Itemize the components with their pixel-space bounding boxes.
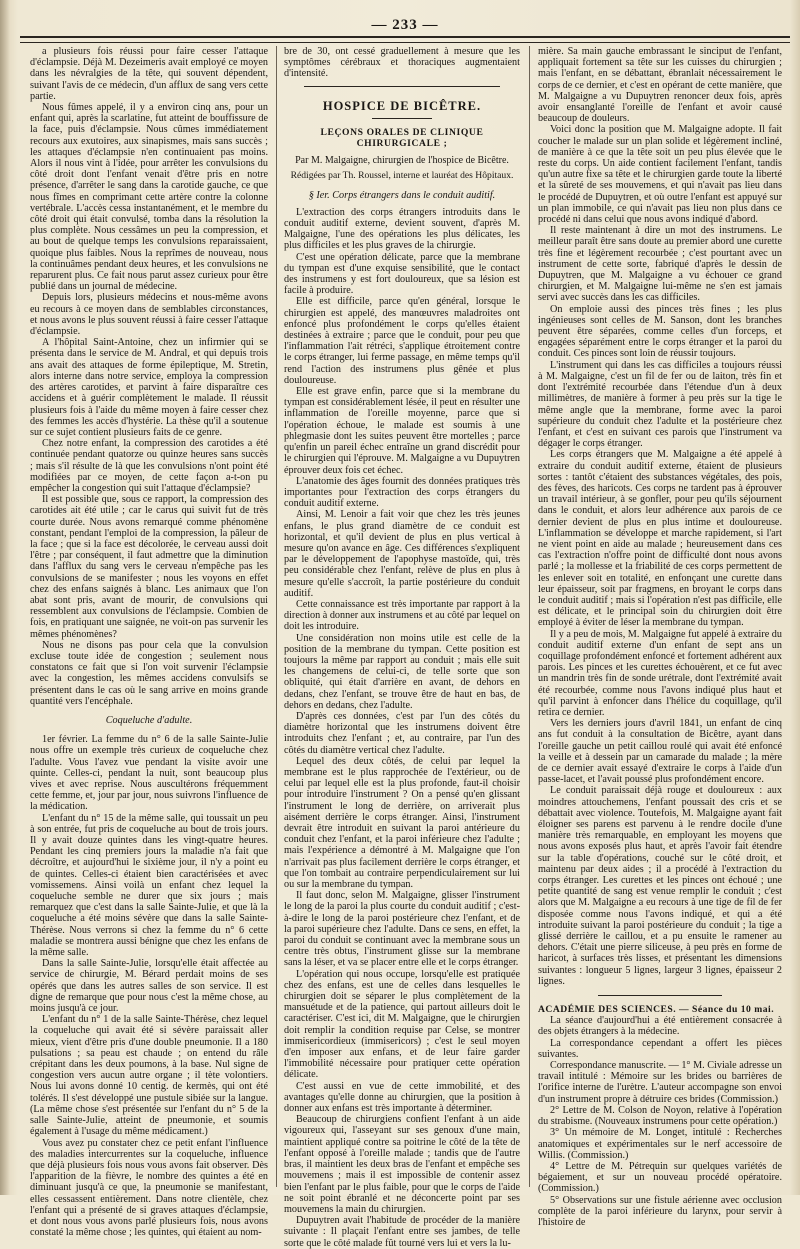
paragraph: La séance d'aujourd'hui a été entièrement consacrée à des objets étrangers à la médecine. [538, 1015, 782, 1038]
page-number: — 233 — [371, 17, 439, 33]
paragraph: La correspondance cependant a offert les pièces suivantes. [538, 1037, 782, 1060]
section-rule [304, 86, 500, 87]
header-rule [20, 36, 790, 43]
column-divider-1 [276, 46, 277, 1187]
paragraph: L'extraction des corps étrangers introduits dans le conduit auditif externe, devient souvent, d'après M. Malgaigne, l'une des opérations les plus délicates, les plus difficiles et les plus graves de la chirurgie. [284, 206, 520, 252]
paragraph: Vous avez pu constater chez ce petit enfant l'influence des maladies intercurrentes sur la coqueluche, influence que déjà plusieurs fois nous vous avons fait observer. Dès l'apparition de la fièvre, le nombre des quintes a été en diminuant jusqu'à ce que, la pneumonie se manifestant, elles cessassent entièrement. Dans notre clientèle, chez l'enfant qui a présenté de si graves attaques d'éclampsie, et dont nous vous avons parlé plusieurs fois, nous avons constaté la même chose ; les quintes, qui étaient au nom- [30, 1137, 268, 1239]
paragraph: a plusieurs fois réussi pour faire cesser l'attaque d'éclampsie. Déjà M. Dezeimeris avait employé ce moyen dans les névralgies de la tête, qui souvent dépendent, suivant l'avis de ce médecin, d'un afflux de sang vers cette partie. [30, 46, 268, 102]
paragraph: Il reste maintenant à dire un mot des instrumens. Le meilleur paraît être sans doute au premier abord une curette très fine et légèrement recourbée ; c'est pourtant avec un instrument de cette sorte, fabriqué d'après le dessin de Dupuytren, que M. Malgaigne a vu échouer ce grand chirurgien, et M. Malgaigne lui-même ne s'en est jamais servi avec succès dans les cas difficiles. [538, 225, 782, 304]
paragraph: L'enfant du n° 15 de la même salle, qui toussait un peu à son entrée, fut pris de coqueluche au bout de trois jours. Il y avait douze quintes dans les vingt-quatre heures. Pendant les cinq premiers jours la maladie n'a fait que décroître, et aujourd'hui le sixième jour, il n'y a point eu de quintes. Celles-ci étaient bien caractérisées et avec vomissemens. Ainsi voilà un enfant chez lequel la coqueluche semble ne durer que six jours ; mais remarquez que c'est dans la salle Sainte-Julie, et que là la coqueluche a été moins sévère que dans la salle Sainte-Thérèse. Nous verrons si chez la femme du n° 6 cette maladie se montrera aussi bénigne que chez les enfans de la même salle. [30, 812, 268, 959]
paragraph: L'opération qui nous occupe, lorsqu'elle est pratiquée chez des enfans, est une de celles dans lesquelles le chirurgien doit se séparer le plus complètement de la mansuétude et de la patience, qui partout ailleurs doit le caractériser. C'est ici, dit M. Malgaigne, que le chirurgien doit remplir la condition requise par Celse, se montrer immisericordieux (immisericors) ; c'est le seul moyen d'en imposer aux enfans, et de leur faire garder l'immobilité nécessaire pour pratiquer cette opération délicate. [284, 968, 520, 1081]
paragraph: Les corps étrangers que M. Malgaigne a été appelé à extraire du conduit auditif externe, étaient de plusieurs sortes : tantôt c'étaient des substances végétales, des pois, des fèves, des haricots. Ces corps ne tardent pas à éprouver un travail intérieur, à se gonfler, pour peu qu'ils séjournent dans le conduit, et alors leur adhérence aux parois de ce dernier devient de plus en plus intime et douloureuse. L'inflammation se développe et marche rapidement, si l'art ne vient point en aide au malade ; heureusement dans ces cas l'extraction n'offre point de difficulté dont nous avons parlé ; la mollesse et la friabilité de ces corps permettent de les enlever soit en totalité, en enfonçant une curette dans leur épaisseur, soit par fragmens, en broyant le corps dans le conduit auditif ; mais si l'opération n'est pas difficile, elle est délicate, et le principal soin du chirurgien doit être employé à éviter de léser la membrane du tympan. [538, 449, 782, 629]
paragraph: Il est possible que, sous ce rapport, la compression des carotides ait été utile ; car le carus qui suivit fut de très courte durée. Nous avons remarqué comme phénomène constant, pendant l'emploi de la compression, la pâleur de la face ; que si la face est décolorée, le cerveau aussi doit l'être ; par conséquent, il faut admettre que la diminution dans l'afflux du sang vers le cerveau n'empêche pas les convulsions de se manifester ; nous les voyons en effet chez des enfans saignés à blanc. Les animaux que l'on abat sont pris, avant de mourir, de convulsions qui ressemblent aux convulsions de l'éclampsie. Combien de fois, en pratiquant une saignée, ne voit-on pas survenir les mêmes phénomènes? [30, 494, 268, 640]
paragraph: 4° Lettre de M. Pétrequin sur quelques variétés de bégaiement, et sur un nouveau procédé opératoire. (Commission.) [538, 1160, 782, 1195]
paragraph: L'anatomie des âges fournit des données pratiques très importantes pour l'extraction des corps étrangers du conduit auditif externe. [284, 475, 520, 510]
paragraph: Dans la salle Sainte-Julie, lorsqu'elle était affectée au service de chirurgie, M. Bérard perdait moins de ses opérés que dans les autres salles de son service. Il est digne de remarque que pour nous c'est la même chose, au moins jusqu'à ce jour. [30, 958, 268, 1015]
paragraph: D'après ces données, c'est par l'un des côtés du diamètre horizontal que les instrumens doivent être introduits chez l'enfant ; et, au contraire, par l'un des côtés du diamètre vertical chez l'adulte. [284, 710, 520, 756]
paragraph: Il faut donc, selon M. Malgaigne, glisser l'instrument le long de la paroi la plus courte du conduit auditif ; c'est-à-dire le long de la paroi postérieure chez l'enfant, et de la paroi supérieure chez l'adulte. Dans ce sens, en effet, la paroi du conduit se continuant avec la membrane sous un centre très obtus, l'instrument glisse sur la membrane sans la léser, et va se placer entre elle et le corps étranger. [284, 890, 520, 969]
chapter-title: § Ier. Corps étrangers dans le conduit auditif. [308, 189, 496, 201]
paragraph: Il y a peu de mois, M. Malgaigne fut appelé à extraire du conduit auditif externe d'un enfant de sept ans un coquillage profondément enfoncé et fortement adhérent aux parois. Les pinces et les curettes échouèrent, et ce fut avec un mandrin très fin de sonde urétrale, dont l'extrémité avait été recourbée, comme nous l'avons indiqué plus haut et qu'il parvint à enfoncer dans l'hélice du coquillage, qu'il retira ce dernier. [538, 628, 782, 718]
paragraph: Cette connaissance est très importante par rapport à la direction à donner aux instrumens et au côté par lequel on doit les introduire. [284, 598, 520, 633]
paragraph: Depuis lors, plusieurs médecins et nous-même avons eu recours à ce moyen dans de semblables circonstances, et nous avons le plus souvent réussi à faire cesser l'attaque d'éclampsie. [30, 292, 268, 338]
academy-heading: ACADÉMIE DES SCIENCES. — Séance du 10 mai. [538, 1004, 775, 1016]
lecture-subhead: LEÇONS ORALES DE CLINIQUE CHIRURGICALE ; [320, 126, 484, 150]
paragraph: 5° Observations sur une fistule aérienne avec occlusion complète de la paroi inférieure du larynx, pour servir à l'histoire de [538, 1194, 782, 1228]
paragraph: C'est une opération délicate, parce que la membrane du tympan est d'une exquise sensibilité, que le contact des instrumens y est fort douloureux, que sa lésion est facile à produire. [284, 251, 520, 297]
page-gutter-shadow [0, 0, 10, 1195]
paragraph: Voici donc la position que M. Malgaigne adopte. Il fait coucher le malade sur un plan solide et légèrement incliné, de manière à ce que la tête soit un peu plus élevée que le reste du corps. Un aide contient facilement l'enfant, tandis qu'un autre fixe sa tête et le chirurgien garde toute la liberté et la sûreté de ses mouvemens, et qui n'avait pas lieu dans le procédé de Dupuytren, et où outre l'enfant est appuyé sur un plan immobile, ce qui n'avait pas lieu non plus dans ce procédé ni dans celui que nous avons indiqué d'abord. [538, 124, 782, 226]
paragraph: Chez notre enfant, la compression des carotides a été continuée pendant quatorze ou quinze heures sans succès ; mais s'il résulte de là que les convulsions n'ont point été modifiées par ce moyen, de cette façon a-t-on pu empêcher la congestion qui suit l'attaque d'éclampsie? [30, 438, 268, 494]
redaction-credit: Rédigées par Th. Roussel, interne et lauréat des Hôpitaux. [290, 170, 514, 182]
paragraph: 3° Un mémoire de M. Longet, intitulé : Recherches anatomiques et expérimentales sur le nerf accessoire de Willis. (Commission.) [538, 1127, 782, 1161]
paragraph: Correspondance manuscrite. — 1° M. Civiale adresse un travail intitulé : Mémoire sur les brides ou barrières de l'orifice interne de l'urètre. L'auteur accompagne son envoi d'un instrument propre à détruire ces brides (Commission.) [538, 1060, 782, 1105]
section-title: HOSPICE DE BICÊTRE. [322, 98, 482, 113]
section-subhead: Coqueluche d'adulte. [105, 714, 193, 726]
section-rule [598, 995, 722, 996]
paragraph: L'enfant du n° 1 de la salle Sainte-Thérèse, chez lequel la coqueluche qui avait été si sévère paraissait aller mieux, vient d'être pris d'une double pneumonie. Il a 180 pulsations ; sa peau est chaude ; on entend du râle crépitant dans les deux poumons, à la base. Nul signe de congestion vers aucun autre organe ; il tète volontiers. Nous lui avons donné 10 centig. de kermès, qui ont été tolérés. Il s'est développé une pustule sibiée sur la langue. (La même chose s'est présentée sur l'enfant du n° 5 de la salle Sainte-Julie, atteint de pneumonie, et soumis également à l'usage du même médicament.) [30, 1014, 268, 1138]
paragraph: bre de 30, ont cessé graduellement à mesure que les symptômes cérébraux et thoraciques augmentaient d'intensité. [284, 46, 520, 80]
paragraph: On emploie aussi des pinces très fines ; les plus ingénieuses sont celles de M. Sanson, dont les branches peuvent être séparées, comme celles d'un forceps, et engagées séparément entre le corps étranger et la paroi du conduit. Ces pinces sont loin de réussir toujours. [538, 303, 782, 360]
paragraph: Elle est difficile, parce qu'en général, lorsque le chirurgien est appelé, des manœuvres maladroites ont enfoncé plus profondément le corps qu'elles étaient destinées à extraire ; parce que le conduit, pour peu que l'inflammation l'ait rétréci, s'applique étroitement contre le corps étranger, lui ferme passage, en même temps qu'il rend l'action des instrumens plus gênée et plus douloureuse. [284, 296, 520, 386]
column-2 [284, 46, 520, 1249]
paragraph: Elle est grave enfin, parce que si la membrane du tympan est considérablement lésée, il peut en résulter une inflammation de l'oreille moyenne, parce que si l'opération échoue, le malade est soumis à une phlegmasie dont les suites peuvent être mortelles ; parce qu'enfin un pareil échec entraîne un grand discrédit pour le chirurgien qui l'éprouve. M. Malgaigne a vu Dupuytren éprouver deux fois cet échec. [284, 386, 520, 476]
paragraph: L'instrument qui dans les cas difficiles a toujours réussi à M. Malgaigne, c'est un fil de fer ou de laiton, très fin et dont l'extrémité recourbée dans l'étendue d'un à deux millimètres, de manière à former à peu près sur la tige le même angle que la membrane, forme avec la paroi supérieure du conduit chez l'adulte et la postérieure chez l'enfant, et c'est en suivant ces parois que l'instrument va dégager le corps étranger. [538, 359, 782, 450]
column-3 [538, 46, 782, 1228]
paragraph: C'est aussi en vue de cette immobilité, et des avantages qu'elle donne au chirurgien, que la position à donner aux enfans est très importante à déterminer. [284, 1080, 520, 1115]
paragraph: Nous ne disons pas pour cela que la convulsion excluse toute idée de congestion ; seulement nous constatons ce fait que si l'on voit survenir l'éclampsie avec la congestion, les mêmes accidens convulsifs se présentent dans le cas où le sang arrive en moins grande quantité vers l'encéphale. [30, 639, 268, 707]
paragraph: A l'hôpital Saint-Antoine, chez un infirmier qui se présenta dans le service de M. Andral, et qui depuis trois ans avait des attaques de forme épileptique, M. Stretin, alors interne dans notre service, employa la compression des artères carotides, et parvint à faire disparaître ces accidens et à guérir complètement le malade. Il réussit plusieurs fois à l'aide du même moyen à faire cesser chez des femmes les accès d'hystérie. La thèse qu'il a soutenue sur ce sujet contient plusieurs faits de ce genre. [30, 337, 268, 438]
title-rule [372, 118, 432, 119]
paragraph: Une considération non moins utile est celle de la position de la membrane du tympan. Cette position est toujours la même par rapport au conduit ; mais elle suit les changemens de celui-ci, de telle sorte que son obliquité, qui était d'arrière en avant, de dehors en dedans, chez l'enfant, se trouve être de haut en bas, de dehors en dedans, chez l'adulte. [284, 632, 520, 711]
paragraph: Nous fûmes appelé, il y a environ cinq ans, pour un enfant qui, après la scarlatine, fut atteint de bouffissure de la face, puis d'éclampsie. Nous cûmes immédiatement recours aux exutoires, aux sinapismes, mais sans succès ; les attaques d'éclampsie n'en continuaient pas moins. Alors il nous vint à l'idée, pour arrêter les convulsions du côté droit dont l'enfant venait d'être pris en notre présence, d'arrêter le sang dans la carotide gauche, ce que nous fîmes en comprimant cette artère contre la colonne vertébrale. L'accès cessa instantanément, et le membre du côté droit qui était convulsé, tomba dans la résolution la plus complète. Nous cessâmes un peu la compression, et au bout de quelque temps les convulsions reparaissaient, quoique plus faibles. Nous la reprîmes de nouveau, nous la continuâmes pendant deux heures, et les convulsions ne reparurent plus. Ce fait nous parut assez curieux pour être publié dans un journal de médecine. [30, 102, 268, 293]
paragraph: Lequel des deux côtés, de celui par lequel la membrane est le plus rapprochée de l'extérieur, ou de celui par lequel elle est la plus profonde, faut-il choisir pour introduire l'instrument ? On a pensé qu'en glissant l'instrument le long de derrière, on arriverait plus aisément derrière le corps étranger. Ainsi, l'instrument devrait être introduit en suivant la paroi antérieure du conduit chez l'enfant, et la paroi inférieure chez l'adulte ; mais l'expérience a démontré à M. Malgaigne que l'on n'arrivait pas plus facilement derrière le corps étranger, et que l'on tombait au contraire perpendiculairement sur lui ou sur la membrane du tympan. [284, 755, 520, 891]
paragraph: 1er février. La femme du n° 6 de la salle Sainte-Julie nous offre un exemple très curieux de coqueluche chez l'adulte. Vous l'avez vue pendant la visite avoir une quinte. Celles-ci, pendant la nuit, sont beaucoup plus vives et avec reprise. Nous auscultérons fréquemment cette femme, et, jour par jour, nous suivrons l'influence de la médication. [30, 734, 268, 813]
column-divider-2 [529, 46, 530, 1187]
paragraph: Le conduit paraissait déjà rouge et douloureux : aux moindres attouchemens, l'enfant poussait des cris et se débattait avec violence. Toutefois, M. Malgaigne ayant fait éloigner ses parens est parvenu à le rendre docile d'une manière très remarquable, en employant les moyens que nous avons exposés plus haut, et après l'avoir fait étendre sur la table d'opérations, couché sur le côté droit, et maintenu par deux aides ; il a procédé à l'extraction du corps étranger. Les curettes et les pinces ont échoué ; une petite quantité de sang est venue remplir le conduit ; c'est alors que M. Malgaigne a eu recours à une tige de fil de fer disposée comme nous l'avons indiqué, et qui a été introduite suivant la paroi postérieure du conduit ; la tige a glissé derrière le caillou, et a pu ensuite le ramener au dehors. C'était une pierre siliceuse, à peu près en forme de haricot, à surfaces très lisses, et présentant les dimensions suivantes : longueur 5 lignes, largeur 3 lignes, épaisseur 2 lignes. [538, 785, 782, 987]
column-1 [30, 46, 268, 1239]
paragraph: Beaucoup de chirurgiens confient l'enfant à un aide vigoureux qui, l'asseyant sur ses genoux d'une main, maintient appliqué contre sa poitrine le côté de la tête de l'enfant opposé à l'oreille malade ; tandis que de l'autre bras, il maintient les deux bras de l'enfant et empêche ses mouvemens ; mais il est impossible de contenir assez bien l'enfant par le plus faible, pour que le corps de l'aide ne soit point ébranlé et ne déconcerte point par ses mouvemens la main du chirurgien. [284, 1114, 520, 1215]
paragraph: 2° Lettre de M. Colson de Noyon, relative à l'opération du strabisme. (Nouveaux instrumens pour cette opération.) [538, 1104, 782, 1128]
paragraph: Ainsi, M. Lenoir a fait voir que chez les très jeunes enfans, le plus grand diamètre de ce conduit est horizontal, et qu'il devient de plus en plus vertical à mesure qu'on avance en âge. Ces différences s'expliquent par le développement de l'apophyse mastoïde, qui, très peu considérable chez l'enfant, relève de plus en plus à mesure qu'elle s'accroît, la partie postérieure du conduit auditif. [284, 509, 520, 599]
byline: Par M. Malgaigne, chirurgien de l'hospice de Bicêtre. [295, 155, 509, 167]
paragraph: Vers les derniers jours d'avril 1841, un enfant de cinq ans fut conduit à la consultation de Bicêtre, ayant dans l'oreille gauche un petit caillou roulé qui avait été enfoncé la veille et à dessein par un camarade du malade ; la mère de ce dernier avait essayé d'extraire le corps à l'aide d'un passe-lacet, et l'avait poussé plus profondément encore. [538, 718, 782, 786]
paragraph: mière. Sa main gauche embrassant le sinciput de l'enfant, appliquait fortement sa tête sur les cuisses du chirurgien ; mais l'enfant, en se débattant, ébranlait nécessairement le corps de ce dernier, et c'est en opérant de cette manière, que M. Malgaigne a vu Dupuytren renoncer deux fois, après avoir ensanglanté l'oreille de l'enfant et avoir causé beaucoup de douleurs. [538, 46, 782, 125]
paragraph: Dupuytren avait l'habitude de procéder de la manière suivante : Il plaçait l'enfant entre ses jambes, de telle sorte que le côté malade fût tourné vers lui et vers la lu- [284, 1215, 520, 1249]
